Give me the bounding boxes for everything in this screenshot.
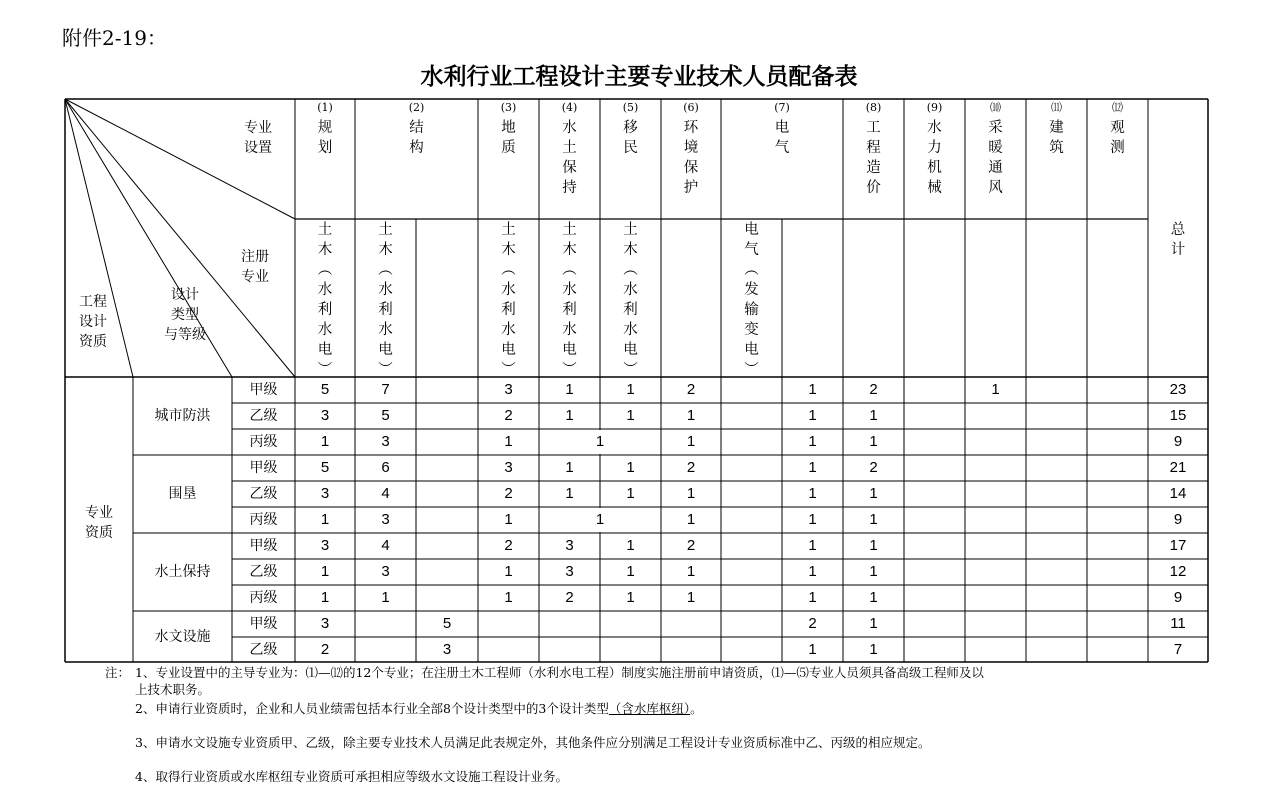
- table-cell: 1: [626, 537, 635, 554]
- specialty-number: (7): [774, 101, 790, 114]
- table-cell: 2: [869, 381, 878, 398]
- table-cell: 1: [808, 459, 817, 476]
- row-total: 9: [1173, 589, 1183, 606]
- table-cell: 1: [808, 407, 817, 424]
- table-cell: 1: [808, 433, 817, 450]
- table-cell: 1: [504, 589, 513, 606]
- specialty-number: (5): [622, 101, 639, 114]
- group-name: 水土保持: [154, 564, 211, 580]
- table-cell: 3: [320, 407, 330, 424]
- table-cell: 1: [626, 459, 635, 476]
- note-1b: 上技术职务。: [135, 682, 211, 697]
- table-cell: 1: [869, 537, 878, 554]
- table-cell: 3: [320, 485, 330, 502]
- specialty-name: 采 暖 通 风: [988, 120, 1003, 196]
- table-cell: 1: [808, 381, 817, 398]
- corner-zhuanye-shezhi: 专业 设置: [244, 120, 272, 156]
- table-cell: 1: [808, 563, 817, 580]
- table-cell: 1: [595, 511, 605, 528]
- table-cell: 1: [626, 589, 635, 606]
- table-cell: 6: [381, 459, 390, 476]
- registered-specialty: 电 气 ︵ 发 输 变 电 ︶: [744, 222, 759, 378]
- table-cell: 2: [686, 459, 696, 476]
- registered-specialty: 土 木 ︵ 水 利 水 电 ︶: [378, 222, 393, 378]
- row-total: 12: [1169, 563, 1187, 580]
- table-cell: 1: [686, 485, 696, 502]
- grade-label: 甲级: [249, 382, 278, 398]
- grade-label: 乙级: [249, 408, 278, 424]
- group-name: 围垦: [168, 486, 197, 502]
- table-cell: 3: [565, 537, 574, 554]
- specialty-number: (9): [926, 101, 943, 114]
- specialty-name: 结 构: [409, 120, 424, 156]
- table-cell: 2: [869, 459, 878, 476]
- grid-line: [65, 99, 295, 219]
- table-cell: 1: [808, 485, 817, 502]
- specialty-name: 观 测: [1110, 120, 1125, 156]
- table-cell: 1: [869, 563, 878, 580]
- table-cell: 1: [869, 433, 878, 450]
- row-total: 17: [1169, 537, 1187, 554]
- table-cell: 2: [320, 641, 330, 658]
- grade-label: 甲级: [249, 538, 278, 554]
- table-cell: 1: [686, 563, 696, 580]
- table-cell: 3: [565, 563, 574, 580]
- table-cell: 1: [808, 641, 817, 658]
- row-total: 14: [1169, 485, 1187, 502]
- table-cell: 1: [808, 589, 817, 606]
- specialty-name: 地 质: [501, 120, 516, 156]
- table-cell: 3: [320, 615, 330, 632]
- registered-specialty: 土 木 ︵ 水 利 水 电 ︶: [501, 222, 516, 378]
- row-total: 15: [1169, 407, 1187, 424]
- table-cell: 7: [381, 381, 390, 398]
- table-cell: 3: [320, 537, 330, 554]
- row-total: 7: [1173, 641, 1183, 658]
- table-cell: 3: [381, 563, 390, 580]
- note-3: 3、申请水文设施专业资质甲、乙级，除主要专业技术人员满足此表规定外，其他条件应分别满足工程设计专业资质标准中乙、丙级的相应规定。: [135, 735, 931, 750]
- row-total: 21: [1169, 459, 1187, 476]
- table-cell: 5: [320, 459, 330, 476]
- corner-sheji-leixing: 设计 类型 与等级: [164, 287, 206, 343]
- table-cell: 2: [565, 589, 574, 606]
- table-cell: 1: [869, 589, 878, 606]
- row-group-label: 专业 资质: [85, 505, 113, 541]
- table-cell: 1: [626, 407, 635, 424]
- table-cell: 1: [808, 537, 817, 554]
- specialty-name: 水 力 机 械: [927, 120, 942, 196]
- row-total: 23: [1169, 381, 1187, 398]
- note-1a: 1、专业设置中的主导专业为：⑴—⑿的12个专业；在注册土木工程师（水利水电工程）制度实施注册前申请资质，⑴—⑸专业人员须具备高级工程师及以: [135, 665, 984, 680]
- table-cell: 3: [381, 433, 390, 450]
- table-cell: 2: [808, 615, 817, 632]
- table-cell: 5: [381, 407, 390, 424]
- table-cell: 1: [991, 381, 1000, 398]
- grade-label: 甲级: [249, 460, 278, 476]
- grade-label: 丙级: [249, 590, 278, 606]
- table-cell: 1: [626, 563, 635, 580]
- specialty-number: ⑽: [990, 101, 1001, 114]
- table-cell: 3: [381, 511, 390, 528]
- table-cell: 4: [381, 537, 390, 554]
- specialty-number: (4): [561, 101, 578, 114]
- note-2b: （含水库枢纽）: [608, 701, 691, 716]
- specialty-name: 环 境 保 护: [683, 120, 699, 196]
- specialty-name: 规 划: [317, 120, 333, 156]
- specialty-number: (1): [317, 101, 333, 114]
- table-cell: 1: [808, 511, 817, 528]
- table-cell: 1: [626, 485, 635, 502]
- table-cell: 4: [381, 485, 390, 502]
- note-4: 4、取得行业资质或水库枢纽专业资质可承担相应等级水文设施工程设计业务。: [135, 769, 568, 784]
- table-cell: 1: [686, 407, 696, 424]
- specialty-number: ⑾: [1051, 101, 1062, 114]
- grade-label: 甲级: [249, 616, 278, 632]
- grade-label: 丙级: [249, 434, 278, 450]
- table-cell: 1: [686, 589, 696, 606]
- group-name: 水文设施: [154, 629, 211, 645]
- row-total: 9: [1173, 511, 1183, 528]
- specialty-name: 移 民: [623, 120, 638, 156]
- specialty-name: 水 土 保 持: [562, 120, 577, 196]
- table-cell: 1: [869, 641, 878, 658]
- specialty-number: (2): [408, 101, 425, 114]
- table-cell: 1: [565, 459, 574, 476]
- table-cell: 1: [869, 615, 878, 632]
- registered-specialty: 土 木 ︵ 水 利 水 电 ︶: [317, 222, 333, 378]
- attachment-label: 附件2-19：: [62, 26, 167, 50]
- row-total: 9: [1173, 433, 1183, 450]
- registered-specialty: 土 木 ︵ 水 利 水 电 ︶: [562, 222, 577, 378]
- table-cell: 1: [565, 407, 574, 424]
- corner-gongcheng-zizhi: 工程 设计 资质: [79, 294, 107, 350]
- note-2a: 2、申请行业资质时，企业和人员业绩需包括本行业全部8个设计类型中的3个设计类型: [135, 701, 609, 716]
- table-cell: 1: [320, 511, 330, 528]
- table-cell: 1: [869, 407, 878, 424]
- page-title: 水利行业工程设计主要专业技术人员配备表: [420, 64, 858, 90]
- table-cell: 2: [504, 485, 513, 502]
- grade-label: 乙级: [249, 642, 278, 658]
- table-cell: 1: [565, 381, 574, 398]
- table-cell: 1: [320, 433, 330, 450]
- table-cell: 1: [626, 381, 635, 398]
- table-cell: 1: [320, 563, 330, 580]
- table-cell: 1: [504, 563, 513, 580]
- row-total: 11: [1170, 615, 1186, 632]
- note-2: [135, 700, 703, 717]
- total-header: 总 计: [1170, 222, 1186, 258]
- specialty-number: (6): [683, 101, 699, 114]
- specialty-number: (3): [500, 101, 517, 114]
- specialty-name: 建 筑: [1049, 120, 1064, 156]
- table-cell: 1: [686, 511, 696, 528]
- table-cell: 1: [381, 589, 390, 606]
- grade-label: 乙级: [249, 486, 278, 502]
- table-cell: 5: [320, 381, 330, 398]
- table-cell: 5: [442, 615, 452, 632]
- table-cell: 3: [442, 641, 452, 658]
- table-cell: 3: [504, 459, 513, 476]
- table-cell: 1: [504, 511, 513, 528]
- table-cell: 2: [504, 407, 513, 424]
- specialty-name: 工 程 造 价: [866, 120, 881, 196]
- table-cell: 2: [504, 537, 513, 554]
- table-cell: 2: [686, 381, 696, 398]
- specialty-number: (8): [865, 101, 882, 114]
- specialty-name: 电 气: [774, 120, 790, 156]
- corner-zhuce-zhuanye: 注册 专业: [241, 249, 269, 285]
- table-cell: 1: [686, 433, 696, 450]
- registered-specialty: 土 木 ︵ 水 利 水 电 ︶: [623, 222, 638, 378]
- table-cell: 2: [686, 537, 696, 554]
- table-cell: 3: [504, 381, 513, 398]
- table-cell: 1: [595, 433, 605, 450]
- table-cell: 1: [320, 589, 330, 606]
- specialty-number: ⑿: [1112, 101, 1123, 114]
- notes-prefix: 注：: [105, 665, 131, 680]
- grade-label: 乙级: [249, 564, 278, 580]
- grade-label: 丙级: [249, 512, 278, 528]
- table-cell: 1: [504, 433, 513, 450]
- table-cell: 1: [565, 485, 574, 502]
- table-cell: 1: [869, 485, 878, 502]
- note-2c: 。: [690, 701, 703, 716]
- table-cell: 1: [869, 511, 878, 528]
- group-name: 城市防洪: [154, 408, 211, 424]
